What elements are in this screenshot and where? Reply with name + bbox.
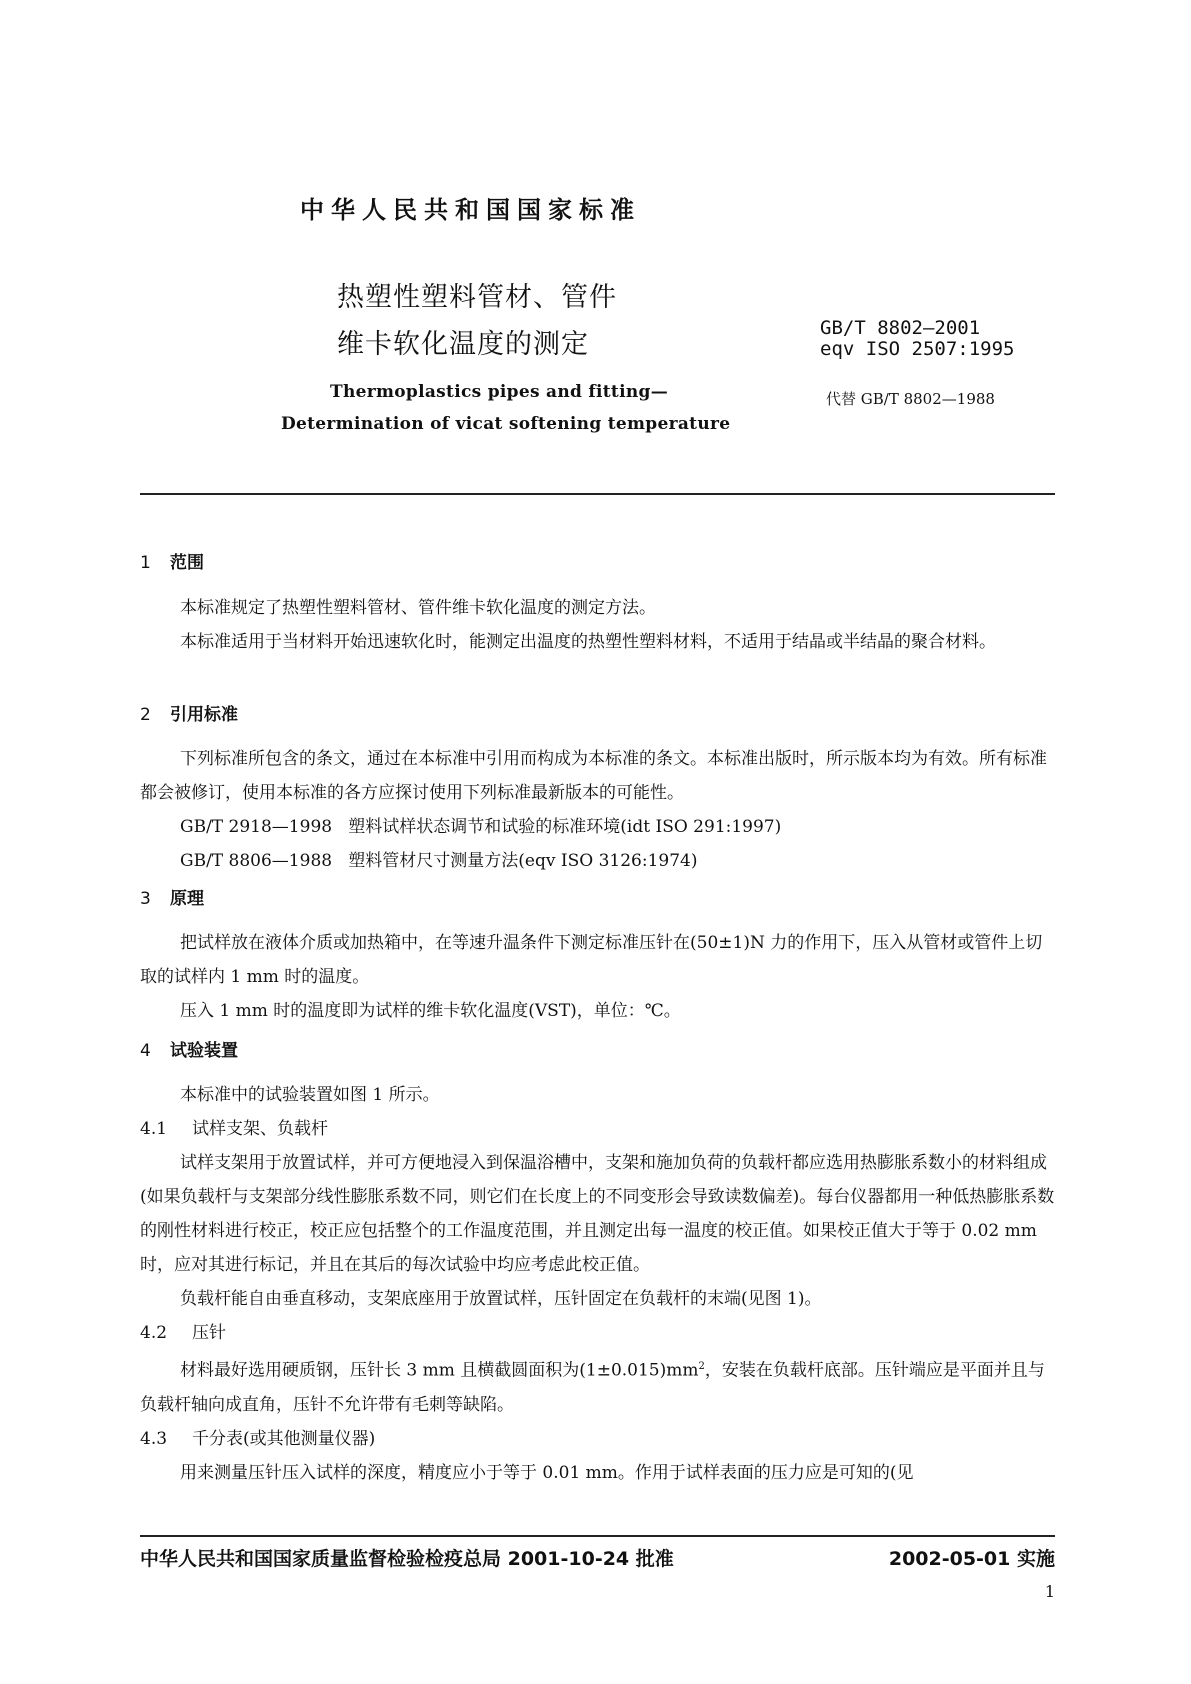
subsection-number: 4.2 <box>140 1323 168 1343</box>
reference-item <box>140 844 1055 878</box>
reference-title: 塑料管材尺寸测量方法(eqv ISO 3126:1974) <box>348 851 698 871</box>
paragraph: 下列标准所包含的条文，通过在本标准中引用而构成为本标准的条文。本标准出版时，所示版本均为有效。所有标准都会被修订，使用本标准的各方应探讨使用下列标准最新版本的可能性。 <box>140 749 1047 803</box>
paragraph: 本标准规定了热塑性塑料管材、管件维卡软化温度的测定方法。 <box>180 598 656 618</box>
english-title-line-2: Determination of vicat softening temperature <box>281 414 731 434</box>
section-3-body <box>140 926 1055 1028</box>
section-4-heading <box>140 1036 238 1061</box>
header-divider <box>140 493 1055 495</box>
replaces-standard: 代替 GB/T 8802—1988 <box>826 390 995 408</box>
page-number: 1 <box>1044 1582 1055 1601</box>
reference-item <box>140 810 1055 844</box>
subsection-title: 压针 <box>192 1323 226 1343</box>
reference-title: 塑料试样状态调节和试验的标准环境(idt ISO 291:1997) <box>348 817 782 837</box>
paragraph: 压入 1 mm 时的温度即为试样的维卡软化温度(VST)，单位：℃。 <box>180 1001 681 1021</box>
paragraph <box>140 1350 1055 1422</box>
section-title: 原理 <box>170 889 204 909</box>
section-title: 试验装置 <box>170 1041 238 1061</box>
paragraph: 试样支架用于放置试样，并可方便地浸入到保温浴槽中，支架和施加负荷的负载杆都应选用热膨胀系数小的材料组成(如果负载杆与支架部分线性膨胀系数不同，则它们在长度上的不同变形会导致读数偏差)。每台仪器都用一种低热膨胀系数的刚性材料进行校正，校正应包括整个的工作温度范围，并且测定出每一温度的校正值。如果校正值大于等于 0.02 mm 时，应对其进行标记，并且在其后的每次试验中均应考虑此校正值。 <box>140 1153 1055 1275</box>
document-title-line-2: 维卡软化温度的测定 <box>337 329 589 360</box>
reference-code: GB/T 8806—1988 <box>180 851 333 871</box>
standard-number-block <box>820 318 1014 360</box>
approval-line: 中华人民共和国国家质量监督检验检疫总局 2001-10-24 批准 <box>140 1548 674 1570</box>
footer-divider <box>140 1535 1055 1537</box>
subsection-4-2-heading <box>140 1316 1055 1350</box>
section-2-body <box>140 742 1055 878</box>
section-title: 范围 <box>170 553 204 573</box>
paragraph-part: 材料最好选用硬质钢，压针长 3 mm 且横截圆面积为(1±0.015)mm <box>180 1360 699 1381</box>
document-title-line-1: 热塑性塑料管材、管件 <box>337 282 617 313</box>
paragraph: 用来测量压针压入试样的深度，精度应小于等于 0.01 mm。作用于试样表面的压力应是可知的(见 <box>180 1462 914 1483</box>
section-3-heading <box>140 884 204 909</box>
superscript: 2 <box>698 1361 705 1372</box>
subsection-4-3-heading <box>140 1422 1055 1456</box>
section-2-heading <box>140 700 238 725</box>
section-4-body <box>140 1078 1055 1490</box>
reference-code: GB/T 2918—1998 <box>180 817 333 837</box>
section-number: 4 <box>140 1041 151 1061</box>
subsection-number: 4.3 <box>140 1428 168 1449</box>
subsection-4-1-heading <box>140 1112 1055 1146</box>
paragraph: 本标准中的试验装置如图 1 所示。 <box>180 1085 440 1105</box>
subsection-title: 试样支架、负载杆 <box>192 1119 328 1139</box>
paragraph: 把试样放在液体介质或加热箱中，在等速升温条件下测定标准压针在(50±1)N 力的作用下，压入从管材或管件上切取的试样内 1 mm 时的温度。 <box>140 933 1043 987</box>
paragraph: 负载杆能自由垂直移动，支架底座用于放置试样，压针固定在负载杆的末端(见图 1)。 <box>180 1289 822 1309</box>
national-standard-heading: 中华人民共和国国家标准 <box>300 196 641 224</box>
subsection-number: 4.1 <box>140 1119 168 1139</box>
paragraph-part: ，安装在负载杆底部。压针端应是平面并且与负载杆轴向成直角，压针不允许带有毛刺等缺陷。 <box>140 1360 1045 1415</box>
section-number: 2 <box>140 705 151 725</box>
section-1-body <box>140 591 1055 659</box>
standard-number: GB/T 8802—2001 <box>820 317 981 339</box>
section-1-heading <box>140 548 204 573</box>
implementation-date: 2002-05-01 实施 <box>888 1548 1055 1570</box>
paragraph: 本标准适用于当材料开始迅速软化时，能测定出温度的热塑性塑料材料，不适用于结晶或半结晶的聚合材料。 <box>180 632 996 652</box>
section-number: 1 <box>140 553 151 573</box>
equivalent-standard: eqv ISO 2507:1995 <box>820 338 1015 360</box>
subsection-title: 千分表(或其他测量仪器) <box>192 1428 376 1449</box>
section-title: 引用标准 <box>170 705 238 725</box>
section-number: 3 <box>140 889 151 909</box>
english-title-line-1: Thermoplastics pipes and fitting— <box>330 382 668 402</box>
